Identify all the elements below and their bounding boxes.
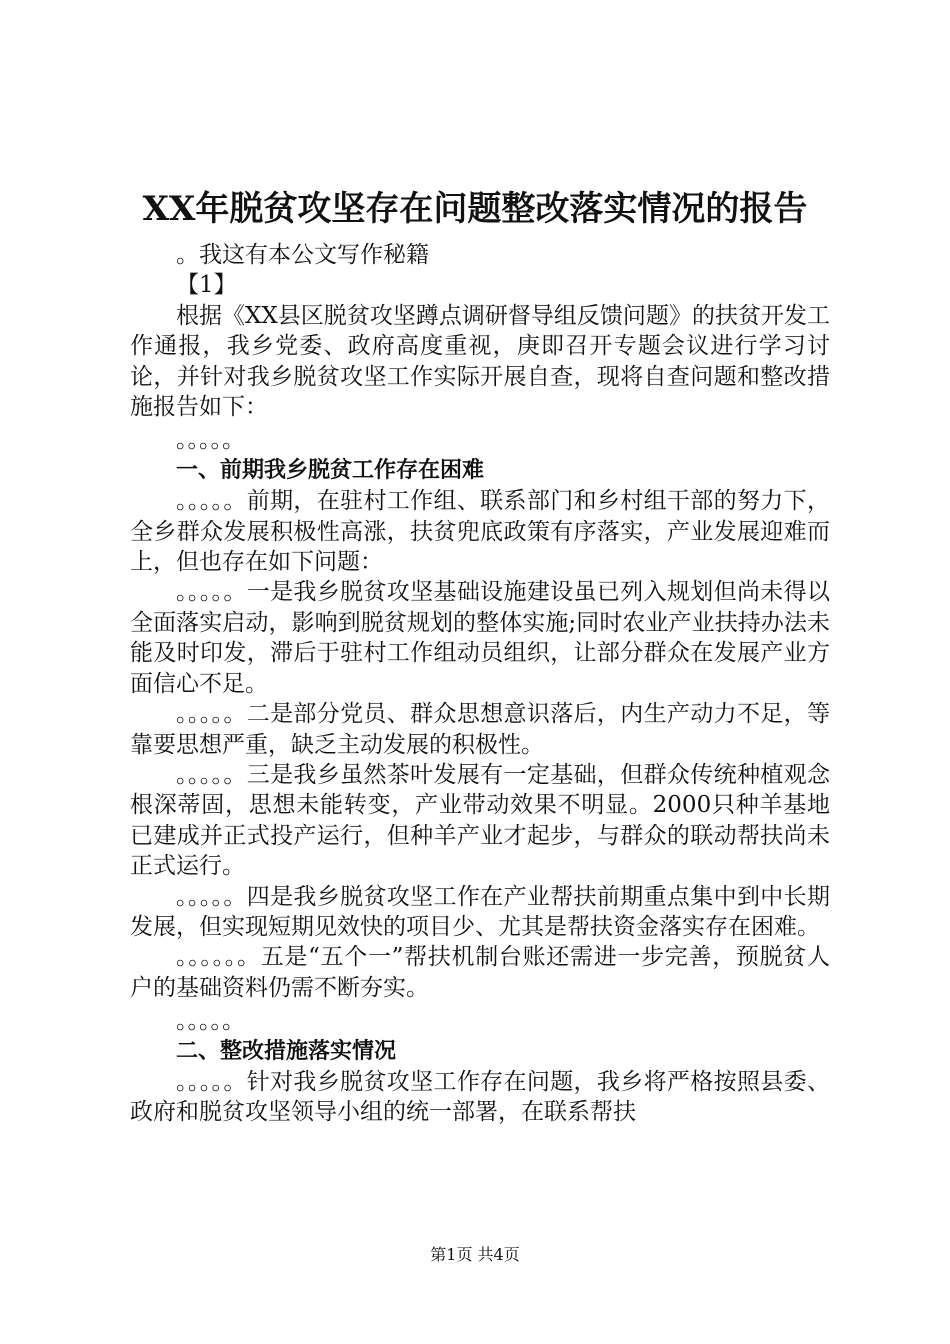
section-heading: 二、整改措施落实情况 xyxy=(176,1038,397,1064)
paragraph: 。。。。。 xyxy=(176,1008,245,1035)
paragraph: 。。。。。三是我乡虽然茶叶发展有一定基础，但群众传统种植观念根深蒂固，思想未能转变，产业带动效果不明显。2000只种羊基地已建成并正式投产运行，但种羊产业才起步，与群众的联动帮扶尚未正式运行。 xyxy=(130,761,830,880)
paragraph: 。。。。。前期，在驻村工作组、联系部门和乡村组干部的努力下，全乡群众发展积极性高涨，扶贫兜底政策有序落实，产业发展迎难而上，但也存在如下问题： xyxy=(130,488,830,576)
paragraph: 根据《XX县区脱贫攻坚蹲点调研督导组反馈问题》的扶贫开发工作通报，我乡党委、政府高度重视，庚即召开专题会议进行学习讨论，并针对我乡脱贫攻坚工作实际开展自查，现将自查问题和整改措施报告如下： xyxy=(130,302,830,421)
section-heading: 一、前期我乡脱贫工作存在困难 xyxy=(176,457,485,483)
paragraph: 。我这有本公文写作秘籍 xyxy=(176,242,429,268)
page-footer: 第1页 共4页 xyxy=(430,1245,520,1264)
paragraph: 。。。。。针对我乡脱贫攻坚工作存在问题，我乡将严格按照县委、政府和脱贫攻坚领导小组的统一部署，在联系帮扶 xyxy=(130,1068,830,1126)
document-body xyxy=(130,240,830,1128)
document-title: XX年脱贫攻坚存在问题整改落实情况的报告 xyxy=(142,189,808,229)
paragraph: 。。。。。一是我乡脱贫攻坚基础设施建设虽已列入规划但尚未得以全面落实启动，影响到脱贫规划的整体实施;同时农业产业扶持办法未能及时印发，滞后于驻村工作组动员组织，让部分群众在发展产业方面信心不足。 xyxy=(130,579,830,697)
paragraph: 。。。。。二是部分党员、群众思想意识落后，内生产动力不足，等靠要思想严重，缺乏主动发展的积极性。 xyxy=(130,701,830,758)
paragraph: 。。。。。四是我乡脱贫攻坚工作在产业帮扶前期重点集中到中长期发展，但实现短期见效快的项目少、尤其是帮扶资金落实存在困难。 xyxy=(130,883,830,940)
paragraph: 。。。。。。五是“五个一”帮扶机制台账还需进一步完善，预脱贫人户的基础资料仍需不断夯实。 xyxy=(130,944,830,1001)
paragraph: 。。。。。 xyxy=(176,427,245,454)
paragraph: 【1】 xyxy=(176,272,237,299)
